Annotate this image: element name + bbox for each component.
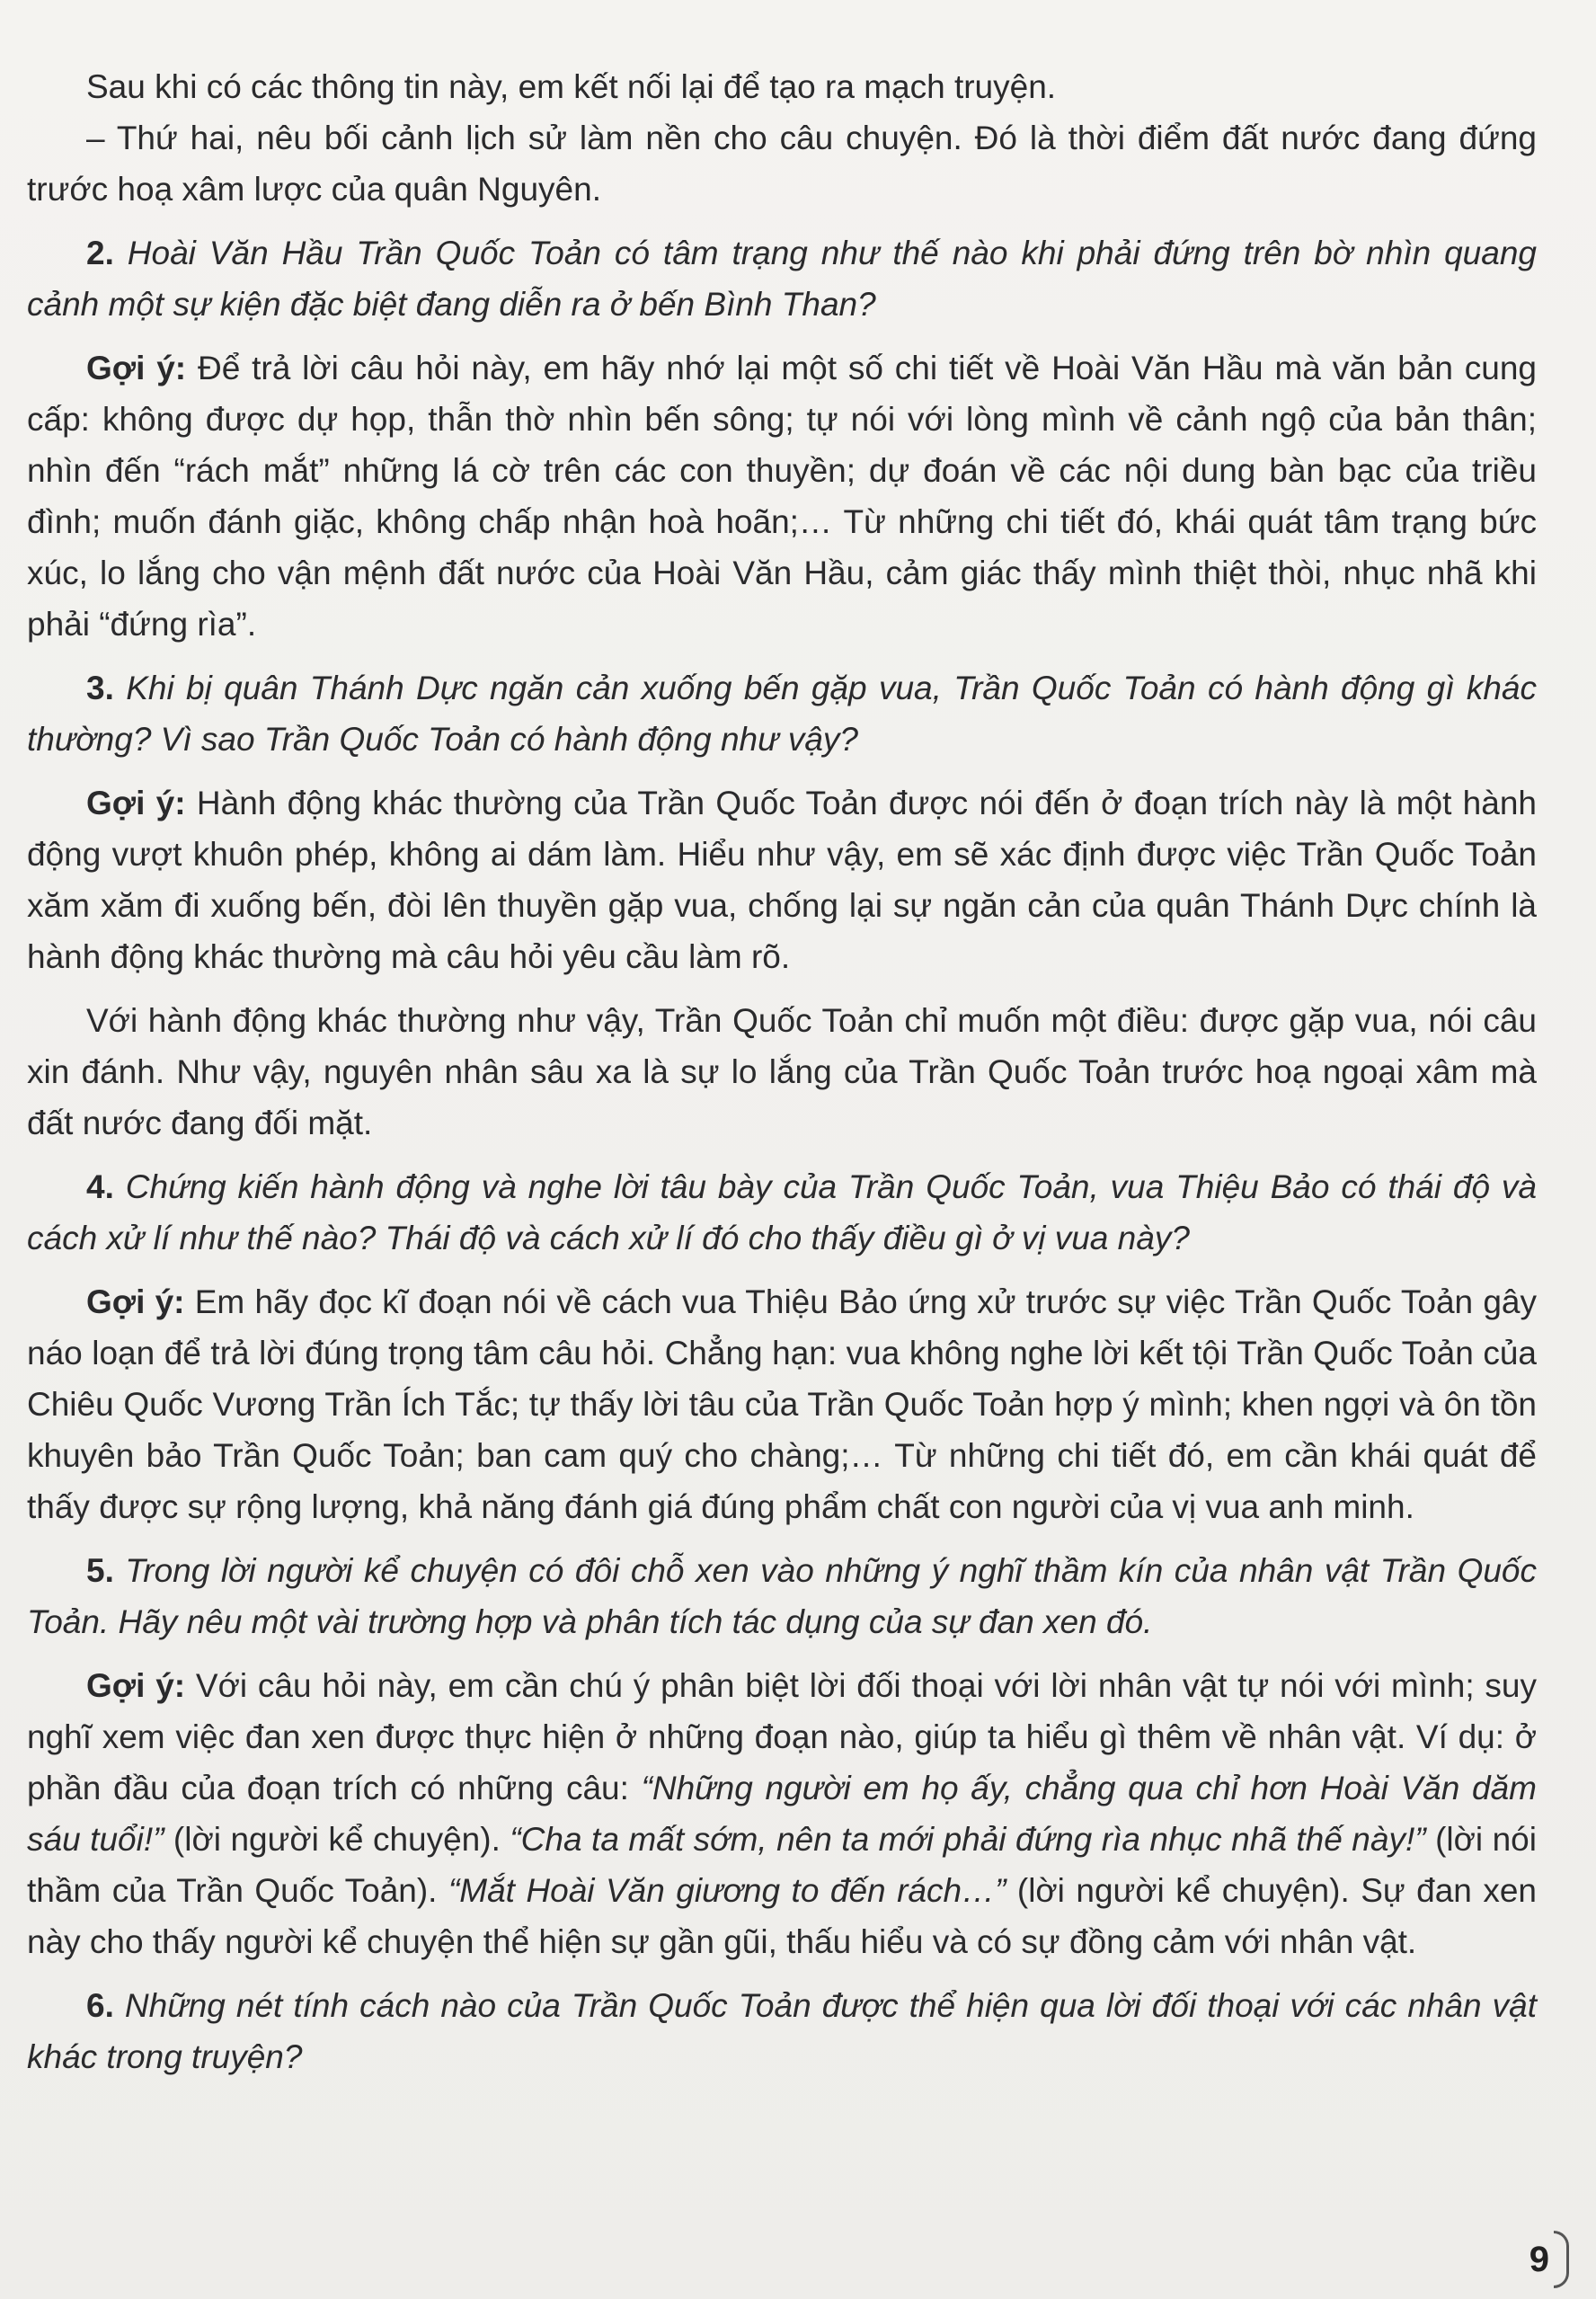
question-4-number: 4. [86,1168,114,1205]
hint-4-text: Em hãy đọc kĩ đoạn nói về cách vua Thiệu Bảo ứng xử trước sự việc Trần Quốc Toản gây náo loạn để trả lời đúng trọng tâm câu hỏi. Chẳng hạn: vua không nghe lời kết tội Trần Quốc Toản của Chiêu Quốc Vương Trần Ích Tắc; tự thấy lời tâu của Trần Quốc Toản hợp ý mình; khen ngợi và ôn tồn khuyên bảo Trần Quốc Toản; ban cam quý cho chàng;… Từ những chi tiết đó, em cần khái quát để thấy được sự rộng lượng, khả năng đánh giá đúng phẩm chất con người của vị vua anh minh. [27,1283,1538,1525]
question-3-number: 3. [86,670,114,706]
question-6 [27,1980,1537,2082]
hint-2-label: Gợi ý: [86,350,187,386]
hint-3 [27,777,1537,982]
hint-2 [27,342,1537,650]
question-2-text: Hoài Văn Hầu Trần Quốc Toản có tâm trạng như thế nào khi phải đứng trên bờ nhìn quang cảnh một sự kiện đặc biệt đang diễn ra ở bến Bình Than? [27,235,1537,323]
question-6-number: 6. [86,1987,114,2024]
hint-5-quote-3: “Mắt Hoài Văn giương to đến rách…” [448,1872,1006,1909]
hint-3-text: Hành động khác thường của Trần Quốc Toản được nói đến ở đoạn trích này là một hành động vượt khuôn phép, không ai dám làm. Hiểu như vậy, em sẽ xác định được việc Trần Quốc Toản xăm xăm đi xuống bến, đòi lên thuyền gặp vua, chống lại sự ngăn cản của quân Thánh Dực chính là hành động khác thường mà câu hỏi yêu cầu làm rõ. [27,785,1537,975]
question-3-text: Khi bị quân Thánh Dực ngăn cản xuống bến gặp vua, Trần Quốc Toản có hành động gì khác thường? Vì sao Trần Quốc Toản có hành động như vậy? [27,670,1538,758]
question-4 [27,1161,1537,1264]
hint-3-label: Gợi ý: [86,785,186,821]
hint-5-quote-2: “Cha ta mất sớm, nên ta mới phải đứng rìa nhục nhã thế này!” [510,1821,1426,1858]
hint-5-text-a: Với câu hỏi này, em cần chú ý phân biệt lời đối thoại với lời nhân vật tự nói với mình; suy nghĩ xem việc đan xen được thực hiện ở những đoạn nào, giúp ta hiểu gì thêm về nhân vật. Ví dụ: ở phần đầu của đoạn trích có những câu: [27,1667,1537,1806]
hint-5-text-b: (lời người kể chuyện). [164,1821,510,1858]
page-content [27,61,1537,2082]
question-5 [27,1545,1537,1647]
paragraph-intro: Sau khi có các thông tin này, em kết nối lại để tạo ra mạch truyện. [86,68,1057,105]
hint-4-label: Gợi ý: [86,1283,185,1320]
question-6-text: Những nét tính cách nào của Trần Quốc Toản được thể hiện qua lời đối thoại với các nhân vật khác trong truyện? [27,1987,1537,2075]
question-3 [27,662,1537,765]
hint-5-text-d: (lời người kể chuyện). Sự đan xen này cho thấy người kể chuyện thể hiện sự gần gũi, thấu hiểu và có sự đồng cảm với nhân vật. [27,1872,1537,1960]
hint-5-quote-1: “Những người em họ ấy, chẳng qua chỉ hơn Hoài Văn dăm sáu tuổi!” [27,1770,1537,1858]
hint-5-text-c: (lời nói thầm của Trần Quốc Toản). [27,1821,1537,1909]
question-5-number: 5. [86,1552,114,1589]
question-2 [27,227,1537,330]
question-4-text: Chứng kiến hành động và nghe lời tâu bày của Trần Quốc Toản, vua Thiệu Bảo có thái độ và cách xử lí như thế nào? Thái độ và cách xử lí đó cho thấy điều gì ở vị vua này? [27,1168,1537,1256]
question-2-number: 2. [86,235,114,271]
page-number: 9 [1529,2240,1549,2279]
hint-3-continued: Với hành động khác thường như vậy, Trần Quốc Toản chỉ muốn một điều: được gặp vua, nói câu xin đánh. Như vậy, nguyên nhân sâu xa là sự lo lắng của Trần Quốc Toản trước hoạ ngoại xâm mà đất nước đang đối mặt. [27,1002,1537,1141]
paragraph-context: – Thứ hai, nêu bối cảnh lịch sử làm nền cho câu chuyện. Đó là thời điểm đất nước đang đứng trước hoạ xâm lược của quân Nguyên. [27,120,1537,208]
hint-2-text: Để trả lời câu hỏi này, em hãy nhớ lại một số chi tiết về Hoài Văn Hầu mà văn bản cung cấp: không được dự họp, thẫn thờ nhìn bến sông; tự nói với lòng mình về cảnh ngộ của bản thân; nhìn đến “rách mắt” những lá cờ trên các con thuyền; dự đoán về các nội dung bàn bạc của triều đình; muốn đánh giặc, không chấp nhận hoà hoãn;… Từ những chi tiết đó, khái quát tâm trạng bức xúc, lo lắng cho vận mệnh đất nước của Hoài Văn Hầu, cảm giác thấy mình thiệt thòi, nhục nhã khi phải “đứng rìa”. [27,350,1538,643]
question-5-text: Trong lời người kể chuyện có đôi chỗ xen vào những ý nghĩ thầm kín của nhân vật Trần Quốc Toản. Hãy nêu một vài trường hợp và phân tích tác dụng của sự đan xen đó. [27,1552,1537,1640]
hint-5-label: Gợi ý: [86,1667,186,1704]
hint-5 [27,1660,1537,1967]
hint-4 [27,1276,1537,1532]
